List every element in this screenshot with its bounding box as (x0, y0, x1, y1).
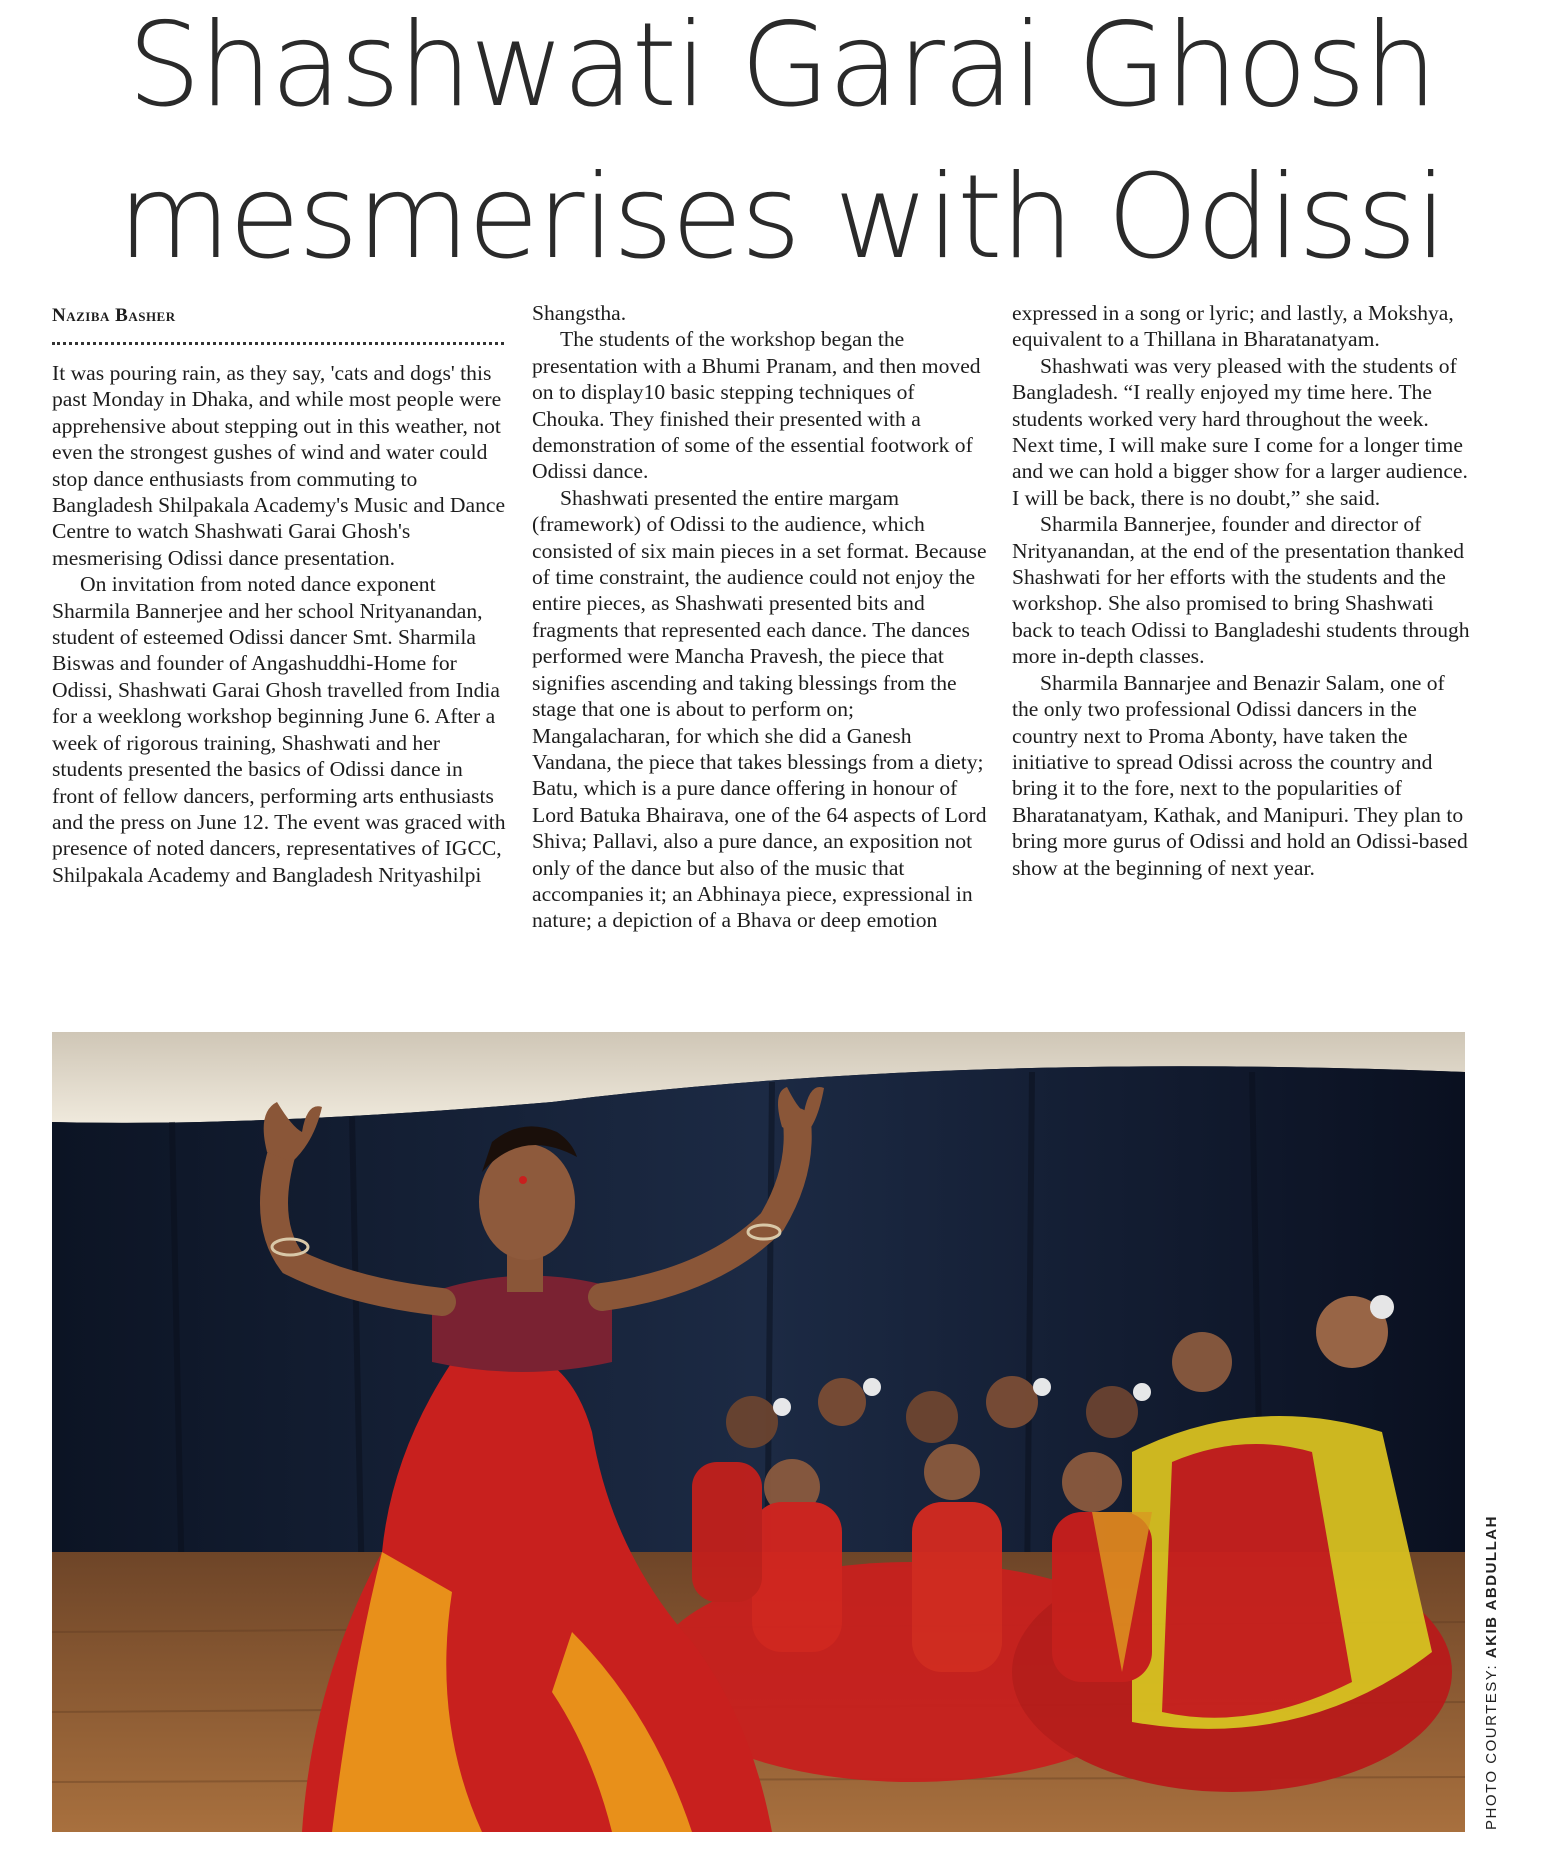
headline-line-2: mesmerises with Odissi (117, 150, 1446, 285)
photo-credit-name: AKIB ABDULLAH (1483, 1515, 1500, 1659)
paragraph: Sharmila Bannarjee and Benazir Salam, one of the only two professional Odissi dancers in the country next to Proma Abonty, have taken the initiative to spread Odissi across the country and bring it to the fore, next to the popularities of Bharatanatyam, Kathak, and Manipuri. They plan to bring more gurus of Odissi and hold an Odissi-based show at the beginning of next year. (1012, 670, 1468, 880)
byline-divider (52, 342, 504, 345)
paragraph: Shangstha. (532, 301, 627, 325)
dance-performance-illustration (52, 1032, 1465, 1832)
paragraph: Shashwati was very pleased with the students of Bangladesh. “I really enjoyed my time here. The students worked very hard throughout the week. Next time, I will make sure I come for a longer time and we can hold a bigger show for a larger audience. I will be back, there is no doubt,” she said. (1012, 353, 1468, 510)
paragraph: Sharmila Bannerjee, founder and director of Nrityanandan, at the end of the presentation thanked Shashwati for her efforts with the students and the workshop. She also promised to bring Shashwati back to teach Odissi to Bangladeshi students through more in-depth classes. (1012, 512, 1470, 669)
paragraph: expressed in a song or lyric; and lastly, a Mokshya, equivalent to a Thillana in Bharatanatyam. (1012, 301, 1454, 352)
paragraph: Shashwati presented the entire margam (framework) of Odissi to the audience, which consisted of six main pieces in a set format. Because of time constraint, the audience could not enjoy the entire pieces, as Shashwati presented bits and fragments that represented each dance. The dances performed were Mancha Pravesh, the piece that signifies ascending and taking blessings from the stage that one is about to perform on; Mangalacharan, for which she did a Ganesh Vandana, the piece that takes blessings from a diety; Batu, which is a pure dance offering in honour of Lord Batuka Bhairava, one of the 64 aspects of Lord Shiva; Pallavi, also a pure dance, an exposition not only of the dance but also of the music that accompanies it; an Abhinaya piece, expressional in nature; a depiction of a Bhava or deep emotion (532, 485, 987, 933)
paragraph: On invitation from noted dance exponent Sharmila Bannerjee and her school Nrityanandan, student of esteemed Odissi dancer Smt. Sharmila Biswas and founder of Angashuddhi-Home for Odissi, Shashwati Garai Ghosh travelled from India for a weeklong workshop beginning June 6. After a week of rigorous training, Shashwati and her students presented the basics of Odissi dance in front of fellow dancers, performing arts enthusiasts and the press on June 12. The event was graced with presence of noted dancers, representatives of IGCC, Shilpakala Academy and Bangladesh Nrityashilpi (52, 572, 506, 887)
photo-credit-prefix: PHOTO COURTESY: (1483, 1658, 1500, 1830)
article-column-1 (52, 360, 510, 888)
article-column-3 (1012, 300, 1474, 881)
byline: Naziba Basher (52, 305, 176, 326)
photo-credit (1483, 1515, 1500, 1830)
article-photo (52, 1032, 1465, 1832)
paragraph: The students of the workshop began the presentation with a Bhumi Pranam, and then moved on to display10 basic stepping techniques of Chouka. They finished their presented with a demonstration of some of the essential footwork of Odissi dance. (532, 327, 981, 484)
article-column-2 (532, 300, 992, 934)
headline-line-1: Shashwati Garai Ghosh (127, 0, 1436, 133)
paragraph: It was pouring rain, as they say, 'cats and dogs' this past Monday in Dhaka, and while most people were apprehensive about stepping out in this weather, not even the strongest gushes of wind and water could stop dance enthusiasts from commuting to Bangladesh Shilpakala Academy's Music and Dance Centre to watch Shashwati Garai Ghosh's mesmerising Odissi dance presentation. (52, 361, 506, 570)
